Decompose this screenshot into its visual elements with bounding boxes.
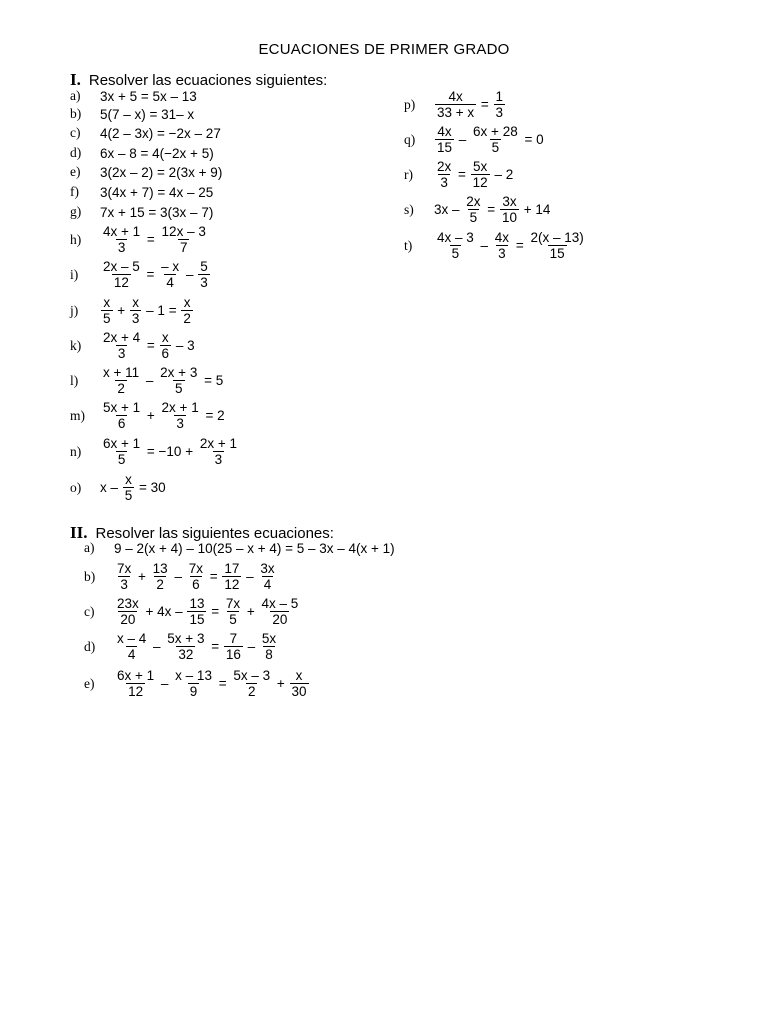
- fraction: [493, 230, 511, 261]
- exercise-I-6: [70, 204, 213, 220]
- fraction-denominator: 5: [103, 311, 111, 326]
- exercise-I-15: [404, 89, 506, 120]
- equation: [100, 436, 240, 467]
- equation-text: –: [243, 639, 259, 654]
- equation-text: –: [170, 569, 186, 584]
- fraction: [435, 124, 454, 155]
- page-title: ECUACIONES DE PRIMER GRADO: [258, 41, 510, 58]
- section-1-roman: I.: [70, 70, 81, 89]
- exercise-I-17: [404, 159, 513, 190]
- fraction-denominator: 15: [189, 612, 205, 627]
- fraction-numerator: 6x + 1: [103, 436, 141, 451]
- equation-text: 3x + 5 = 5x – 13: [100, 88, 197, 104]
- exercise-II-4: [84, 668, 310, 699]
- section-2-roman: II.: [70, 523, 88, 542]
- fraction-denominator: 33 + x: [437, 105, 475, 120]
- fraction: [494, 89, 506, 120]
- equation: [100, 400, 225, 431]
- exercise-label: j): [70, 302, 79, 318]
- equation-text: –: [476, 238, 492, 253]
- fraction-denominator: 10: [501, 210, 517, 225]
- equation-text: =: [483, 202, 499, 217]
- exercise-label: s): [404, 201, 414, 217]
- exercise-I-0: [70, 88, 197, 104]
- fraction-numerator: 5x + 3: [167, 631, 205, 646]
- exercise-label: p): [404, 96, 416, 112]
- fraction-denominator: 5: [117, 452, 126, 467]
- fraction-denominator: 3: [131, 311, 140, 326]
- exercise-label: c): [84, 603, 95, 619]
- equation-text: =: [512, 238, 528, 253]
- equation-text: +: [134, 569, 150, 584]
- exercise-I-11: [70, 365, 223, 396]
- exercise-label: r): [404, 166, 413, 182]
- fraction: [471, 124, 520, 155]
- fraction-denominator: 5: [451, 246, 460, 261]
- equation-text: 4(2 – 3x) = −2x – 27: [100, 125, 221, 141]
- equation: [100, 205, 213, 220]
- exercise-I-14: [70, 472, 166, 503]
- equation-text: – 2: [490, 167, 514, 182]
- fraction-numerator: 2(x – 13): [530, 230, 584, 245]
- fraction-denominator: 12: [224, 577, 240, 592]
- fraction: [258, 561, 276, 592]
- fraction: [165, 631, 206, 662]
- fraction-denominator: 15: [437, 140, 453, 155]
- exercise-I-2: [70, 125, 221, 141]
- exercise-label: d): [84, 638, 96, 654]
- fraction-numerator: x: [161, 330, 169, 345]
- fraction: [123, 472, 135, 503]
- equation: [100, 146, 214, 161]
- fraction: [435, 89, 476, 120]
- fraction-denominator: 3: [495, 105, 504, 120]
- section-1-heading: [70, 70, 327, 90]
- fraction: [528, 230, 585, 261]
- fraction-denominator: 6: [192, 577, 200, 592]
- fraction: [115, 631, 148, 662]
- equation-text: x –: [100, 480, 122, 495]
- exercise-II-2: [84, 596, 301, 627]
- fraction-numerator: 13: [189, 596, 205, 611]
- equation-text: –: [455, 132, 471, 147]
- equation-text: =: [477, 97, 493, 112]
- exercise-I-1: [70, 106, 194, 122]
- equation: [434, 159, 513, 190]
- exercise-label: o): [70, 479, 82, 495]
- equation-text: =: [214, 676, 231, 691]
- fraction-numerator: 7x: [188, 561, 203, 576]
- fraction-numerator: 5x – 3: [233, 668, 271, 683]
- fraction-denominator: 5: [124, 488, 133, 503]
- fraction: [224, 596, 242, 627]
- equation-text: – 1 =: [142, 303, 181, 318]
- fraction-numerator: 2x + 1: [199, 436, 237, 451]
- fraction-denominator: 5: [469, 210, 478, 225]
- fraction-numerator: 5x: [473, 159, 488, 174]
- exercise-label: a): [70, 88, 81, 103]
- equation-text: –: [157, 676, 173, 691]
- fraction-denominator: 4: [127, 647, 136, 662]
- fraction-numerator: 6x + 1: [117, 668, 155, 683]
- exercise-label: l): [70, 372, 79, 388]
- exercise-label: b): [70, 106, 82, 121]
- fraction-denominator: 32: [178, 647, 194, 662]
- equation-text: =: [143, 338, 159, 353]
- fraction-numerator: x + 11: [103, 365, 140, 380]
- fraction: [187, 561, 205, 592]
- fraction-denominator: 9: [189, 684, 198, 699]
- equation-text: +: [243, 604, 259, 619]
- equation-text: = −10 +: [143, 444, 197, 459]
- fraction-numerator: x: [183, 295, 191, 310]
- exercise-label: e): [84, 675, 95, 691]
- exercise-II-3: [84, 631, 279, 662]
- fraction: [159, 259, 181, 290]
- exercise-label: t): [404, 237, 413, 253]
- fraction-numerator: 4x + 1: [103, 224, 141, 239]
- equation-text: 3(4x + 7) = 4x – 25: [100, 184, 214, 200]
- equation: [114, 561, 278, 592]
- equation: [434, 194, 550, 225]
- fraction-numerator: 4x: [448, 89, 463, 104]
- fraction: [101, 365, 141, 396]
- equation: [114, 541, 395, 556]
- exercise-I-9: [70, 295, 194, 326]
- fraction: [222, 561, 241, 592]
- fraction-denominator: 3: [117, 346, 126, 361]
- fraction: [160, 224, 208, 255]
- fraction-denominator: 7: [179, 240, 188, 255]
- equation-text: + 4x –: [141, 604, 187, 619]
- fraction-denominator: 12: [472, 175, 488, 190]
- fraction: [260, 631, 278, 662]
- exercise-I-16: [404, 124, 544, 155]
- fraction: [464, 194, 482, 225]
- equation-text: 3x –: [434, 202, 464, 217]
- fraction-numerator: 7x: [117, 561, 132, 576]
- exercise-I-4: [70, 164, 222, 180]
- fraction: [101, 224, 142, 255]
- exercise-label: n): [70, 443, 82, 459]
- exercise-label: i): [70, 266, 79, 282]
- exercise-label: m): [70, 407, 85, 423]
- section-2-heading-text: Resolver las siguientes ecuaciones:: [95, 525, 334, 542]
- fraction: [187, 596, 206, 627]
- equation-text: = 30: [135, 480, 166, 495]
- fraction-numerator: 6x + 28: [473, 124, 518, 139]
- fraction: [260, 596, 301, 627]
- equation-text: = 2: [201, 408, 225, 423]
- equation: [114, 631, 279, 662]
- fraction-denominator: 12: [128, 684, 144, 699]
- equation: [114, 668, 310, 699]
- equation: [434, 230, 587, 261]
- exercise-I-8: [70, 259, 211, 290]
- fraction-numerator: 13: [152, 561, 168, 576]
- exercise-I-12: [70, 400, 225, 431]
- fraction-denominator: 15: [549, 246, 565, 261]
- equation-text: –: [182, 267, 198, 282]
- equation: [100, 126, 221, 141]
- equation: [100, 107, 194, 122]
- fraction-denominator: 4: [166, 275, 174, 290]
- equation-text: =: [143, 232, 159, 247]
- equation-text: = 0: [520, 132, 544, 147]
- exercise-label: a): [84, 540, 95, 555]
- fraction: [101, 295, 113, 326]
- equation-text: + 14: [519, 202, 551, 217]
- fraction-denominator: 2: [117, 381, 125, 396]
- exercise-I-7: [70, 224, 209, 255]
- fraction-numerator: 5x: [261, 631, 277, 646]
- fraction: [224, 631, 243, 662]
- fraction: [198, 259, 210, 290]
- equation: [100, 165, 222, 180]
- fraction-denominator: 2: [156, 577, 164, 592]
- equation-text: +: [273, 676, 289, 691]
- equation: [100, 185, 213, 200]
- exercise-label: c): [70, 125, 81, 140]
- equation-text: =: [142, 267, 159, 282]
- fraction-denominator: 3: [120, 577, 128, 592]
- fraction: [101, 330, 142, 361]
- fraction-denominator: 6: [161, 346, 170, 361]
- fraction-denominator: 3: [200, 275, 208, 290]
- equation-text: = 5: [200, 373, 224, 388]
- equation: [100, 365, 223, 396]
- fraction: [500, 194, 519, 225]
- exercise-I-19: [404, 230, 587, 261]
- fraction-denominator: 8: [265, 647, 273, 662]
- fraction-numerator: x – 13: [175, 668, 212, 683]
- fraction-denominator: 2: [247, 684, 256, 699]
- fraction: [198, 436, 239, 467]
- fraction: [435, 159, 453, 190]
- fraction-denominator: 20: [120, 612, 136, 627]
- fraction-numerator: 2x + 3: [160, 365, 198, 380]
- exercise-label: d): [70, 145, 82, 160]
- fraction-numerator: 23x: [117, 596, 139, 611]
- fraction-numerator: 4x: [494, 230, 510, 245]
- fraction-numerator: 2x: [466, 194, 481, 209]
- equation-text: 5(7 – x) = 31– x: [100, 106, 195, 122]
- fraction-denominator: 16: [225, 647, 241, 662]
- fraction-numerator: x: [295, 668, 303, 683]
- fraction-denominator: 5: [491, 140, 500, 155]
- fraction-numerator: 4x – 3: [437, 230, 474, 245]
- exercise-I-10: [70, 330, 195, 361]
- fraction: [160, 400, 201, 431]
- fraction-numerator: 2x – 5: [103, 259, 140, 274]
- exercise-I-18: [404, 194, 550, 225]
- fraction-numerator: 4x: [437, 124, 452, 139]
- fraction-denominator: 3: [117, 240, 126, 255]
- fraction-denominator: 3: [176, 416, 184, 431]
- equation-text: =: [207, 639, 223, 654]
- fraction: [290, 668, 309, 699]
- exercise-I-13: [70, 436, 240, 467]
- fraction-denominator: 5: [229, 612, 237, 627]
- fraction: [115, 561, 133, 592]
- exercise-label: h): [70, 231, 82, 247]
- fraction-numerator: 12x – 3: [161, 224, 206, 239]
- fraction-numerator: x: [132, 295, 140, 310]
- equation: [100, 224, 209, 255]
- fraction: [101, 259, 142, 290]
- equation: [114, 596, 301, 627]
- fraction: [115, 596, 141, 627]
- exercise-II-0: [84, 540, 395, 556]
- fraction-numerator: 3x: [502, 194, 517, 209]
- fraction-numerator: 5x + 1: [103, 400, 141, 415]
- exercise-label: g): [70, 204, 82, 219]
- fraction-numerator: 7x: [225, 596, 241, 611]
- exercise-label: b): [84, 568, 96, 584]
- fraction: [471, 159, 490, 190]
- equation-text: –: [242, 569, 258, 584]
- equation-text: –: [149, 639, 165, 654]
- equation-text: –: [142, 373, 158, 388]
- fraction-denominator: 3: [440, 175, 448, 190]
- fraction: [435, 230, 476, 261]
- exercise-label: k): [70, 337, 82, 353]
- fraction-numerator: 2x + 1: [161, 400, 199, 415]
- fraction-numerator: x: [125, 472, 132, 487]
- fraction: [181, 295, 193, 326]
- fraction-denominator: 30: [291, 684, 307, 699]
- fraction: [115, 668, 156, 699]
- equation: [100, 330, 195, 361]
- fraction: [101, 436, 142, 467]
- equation: [100, 89, 197, 104]
- equation: [100, 472, 166, 503]
- equation-text: 9 – 2(x + 4) – 10(25 – x + 4) = 5 – 3x – 4(x + 1): [114, 540, 395, 556]
- fraction-denominator: 2: [183, 311, 191, 326]
- fraction-numerator: 2x: [437, 159, 452, 174]
- fraction: [130, 295, 142, 326]
- fraction-numerator: 1: [495, 89, 504, 104]
- equation: [100, 259, 211, 290]
- fraction: [158, 365, 199, 396]
- fraction-denominator: 3: [498, 246, 506, 261]
- fraction-denominator: 3: [214, 452, 223, 467]
- fraction-denominator: 4: [263, 577, 272, 592]
- fraction-numerator: 7: [229, 631, 238, 646]
- fraction-numerator: 17: [224, 561, 240, 576]
- fraction-denominator: 12: [113, 275, 129, 290]
- fraction-denominator: 5: [174, 381, 183, 396]
- exercise-I-5: [70, 184, 213, 200]
- exercise-label: f): [70, 184, 79, 199]
- equation: [434, 124, 544, 155]
- equation-text: 3(2x – 2) = 2(3x + 9): [100, 164, 223, 180]
- equation-text: 7x + 15 = 3(3x – 7): [100, 204, 214, 220]
- fraction-denominator: 20: [272, 612, 288, 627]
- fraction-numerator: 3x: [260, 561, 275, 576]
- fraction: [151, 561, 170, 592]
- fraction-numerator: x – 4: [117, 631, 147, 646]
- equation-text: =: [454, 167, 470, 182]
- fraction-denominator: 6: [117, 416, 126, 431]
- equation: [100, 295, 194, 326]
- exercise-II-1: [84, 561, 278, 592]
- fraction-numerator: 5: [200, 259, 208, 274]
- fraction: [160, 330, 172, 361]
- equation-text: – 3: [172, 338, 195, 353]
- equation-text: 6x – 8 = 4(−2x + 5): [100, 145, 214, 161]
- exercise-label: q): [404, 131, 416, 147]
- fraction-numerator: 4x – 5: [261, 596, 299, 611]
- fraction-numerator: 2x + 4: [103, 330, 141, 345]
- equation-text: +: [143, 408, 159, 423]
- fraction: [173, 668, 214, 699]
- equation-text: =: [205, 569, 222, 584]
- exercise-label: e): [70, 164, 81, 179]
- equation: [434, 89, 506, 120]
- exercise-I-3: [70, 145, 214, 161]
- equation-text: +: [113, 303, 129, 318]
- fraction: [101, 400, 142, 431]
- fraction-numerator: – x: [161, 259, 180, 274]
- fraction: [231, 668, 272, 699]
- section-1-heading-text: Resolver las ecuaciones siguientes:: [88, 72, 328, 89]
- fraction-numerator: x: [103, 295, 111, 310]
- equation-text: =: [207, 604, 223, 619]
